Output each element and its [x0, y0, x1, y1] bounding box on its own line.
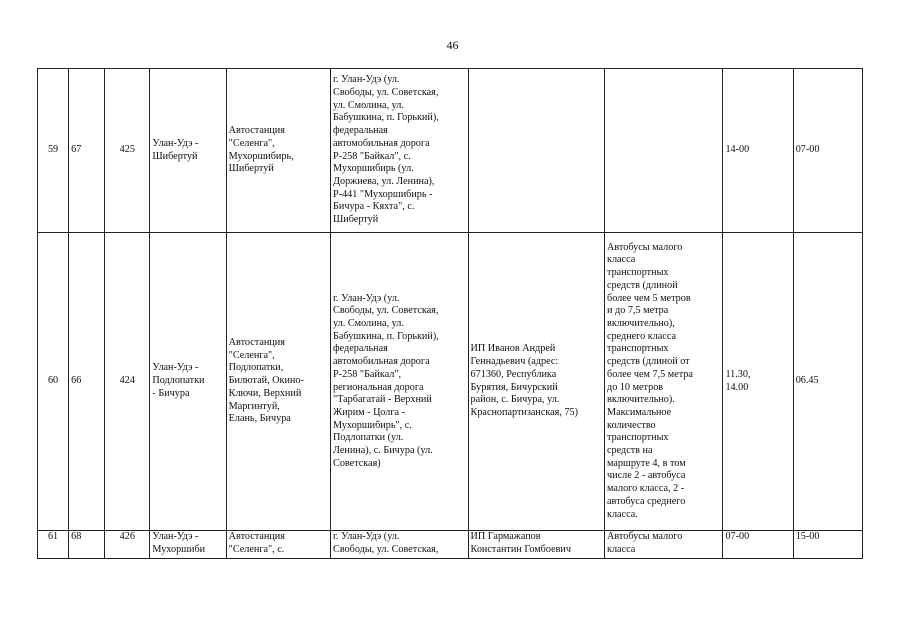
departure-b-cell: 07-00: [793, 69, 862, 233]
route-name-cell: Улан-Удэ - Шибертуй: [150, 69, 226, 233]
streets-cell: г. Улан-Удэ (ул. Свободы, ул. Советская,: [331, 531, 469, 559]
route-number-cell: 424: [105, 233, 150, 531]
carrier-cell: ИП Гармажапов Константин Гомбоевич: [468, 531, 604, 559]
departure-a-cell: 07-00: [723, 531, 793, 559]
table-row: [38, 531, 863, 559]
row-number-cell: 59: [38, 69, 69, 233]
stops-cell: Автостанция "Селенга", Мухоршибирь, Шибертуй: [226, 69, 330, 233]
departure-b-cell: 06.45: [793, 233, 862, 531]
vehicles-cell: [605, 69, 723, 233]
route-number-cell: 425: [105, 69, 150, 233]
streets-cell: г. Улан-Удэ (ул. Свободы, ул. Советская, ул. Смолина, ул. Бабушкина, п. Горький), федеральная автомобильная дорога Р-258 "Байкал", региональная дорога "Тарбагатай - Верхний Жирим - Цолга - Мухоршибирь", с. Подлопатки (ул. Ленина), с. Бичура (ул. Советская): [331, 233, 469, 531]
stops-cell: Автостанция "Селенга", с.: [226, 531, 330, 559]
streets-cell: г. Улан-Удэ (ул. Свободы, ул. Советская, ул. Смолина, ул. Бабушкина, п. Горький), федеральная автомобильная дорога Р-258 "Байкал", с. Мухоршибирь (ул. Доржиева, ул. Ленина), Р-441 "Мухоршибирь - Бичура - Кяхта", с. Шибертуй: [331, 69, 469, 233]
departure-a-cell: 11.30, 14.00: [723, 233, 793, 531]
vehicles-cell: Автобусы малого класса транспортных средств (длиной более чем 5 метров и до 7,5 метра включительно), среднего класса транспортных средств (длиной от более чем 7,5 метра до 10 метров включительно). Максимальное количество транспортных средств на маршруте 4, в том числе 2 - автобуса малого класса, 2 - автобуса среднего класса.: [605, 233, 723, 531]
registry-number-cell: 67: [69, 69, 105, 233]
route-name-cell: Улан-Удэ - Подлопатки - Бичура: [150, 233, 226, 531]
registry-number-cell: 66: [69, 233, 105, 531]
table-row: [38, 233, 863, 531]
departure-b-cell: 15-00: [793, 531, 862, 559]
registry-number-cell: 68: [69, 531, 105, 559]
page-number: 46: [446, 38, 459, 52]
route-name-cell: Улан-Удэ - Мухоршиби: [150, 531, 226, 559]
vehicles-cell: Автобусы малого класса: [605, 531, 723, 559]
routes-table: [37, 68, 863, 559]
carrier-cell: ИП Иванов Андрей Геннадьевич (адрес: 671360, Республика Бурятия, Бичурский район, с. Бичура, ул. Краснопартизанская, 75): [468, 233, 604, 531]
departure-a-cell: 14-00: [723, 69, 793, 233]
row-number-cell: 60: [38, 233, 69, 531]
carrier-cell: [468, 69, 604, 233]
stops-cell: Автостанция "Селенга", Подлопатки, Билютай, Окино- Ключи, Верхний Маргинтуй, Елань, Бичура: [226, 233, 330, 531]
table-row: [38, 69, 863, 233]
row-number-cell: 61: [38, 531, 69, 559]
route-number-cell: 426: [105, 531, 150, 559]
